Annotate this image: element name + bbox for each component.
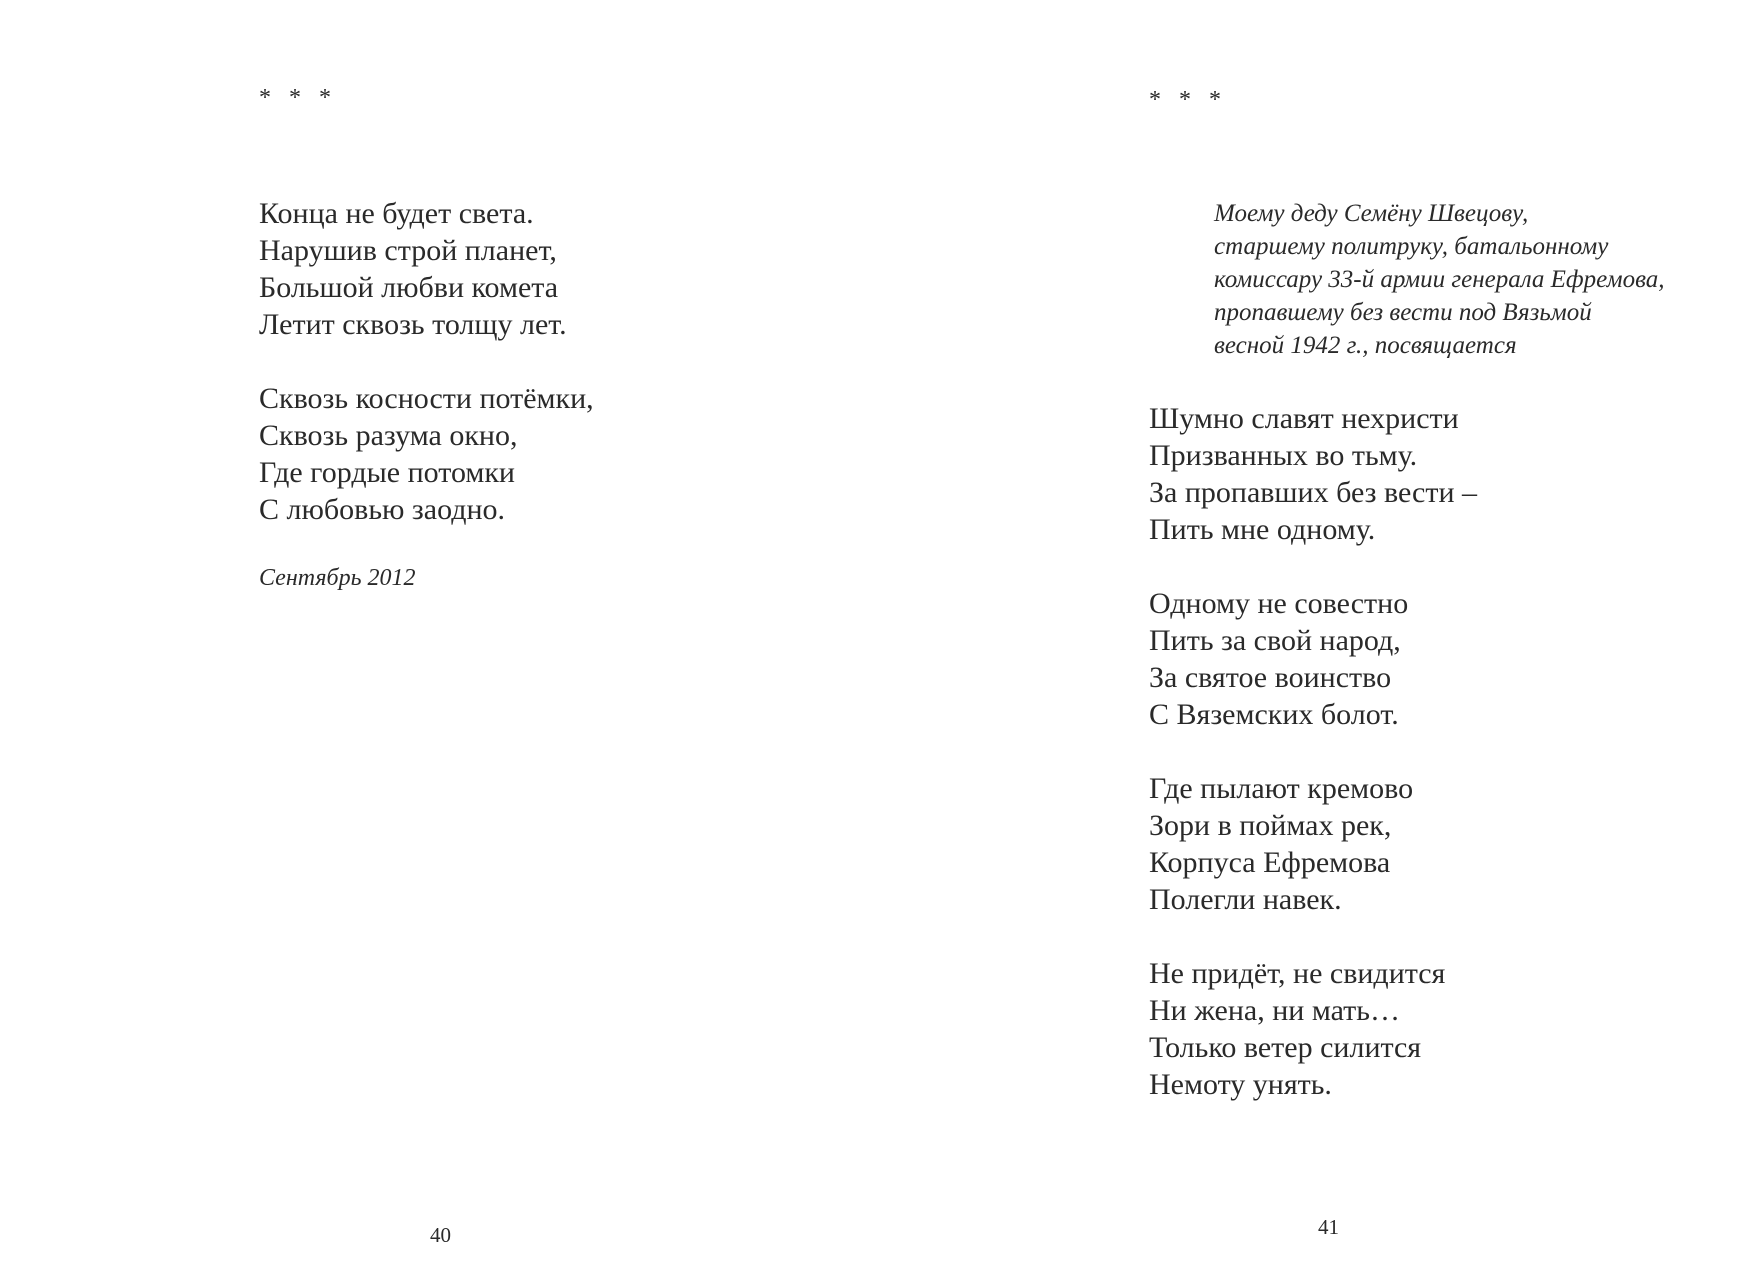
dedication — [1214, 197, 1665, 362]
dedication-line: Моему деду Семёну Швецову, — [1214, 200, 1529, 227]
dedication-line: весной 1942 г., посвящается — [1214, 332, 1517, 359]
poem-line: За пропавших без вести – — [1149, 476, 1478, 509]
poem-line: Пить за свой народ, — [1149, 624, 1401, 657]
dedication-line: старшему политруку, батальонному — [1214, 233, 1609, 260]
page-number: 40 — [430, 1223, 451, 1247]
poem-line: С любовью заодно. — [259, 493, 506, 526]
poem-line: Где гордые потомки — [259, 456, 515, 489]
stanza — [1149, 955, 1477, 1103]
poem-line: С Вяземских болот. — [1149, 698, 1399, 731]
stanza — [1149, 400, 1477, 548]
right-page — [880, 0, 1760, 1283]
poem-line: Пить мне одному. — [1149, 513, 1376, 546]
poem-line: Зори в поймах рек, — [1149, 809, 1392, 842]
dedication-line: комиссару 33-й армии генерала Ефремова, — [1214, 266, 1665, 293]
section-break-stars: * * * — [1149, 87, 1227, 113]
stanza — [259, 195, 594, 343]
poem-line: Нарушив строй планет, — [259, 234, 557, 267]
poem-line: Конца не будет света. — [259, 197, 534, 230]
poem-date: Сентябрь 2012 — [259, 565, 416, 591]
poem-line: Где пылают кремово — [1149, 772, 1414, 805]
stanza — [1149, 770, 1477, 918]
poem-line: Ни жена, ни мать… — [1149, 994, 1400, 1027]
poem-line: Шумно славят нехристи — [1149, 402, 1459, 435]
section-break-stars: * * * — [259, 85, 337, 111]
poem — [259, 195, 594, 528]
poem-line: Не придёт, не свидится — [1149, 957, 1446, 990]
poem-line: Призванных во тьму. — [1149, 439, 1418, 472]
poem-line: Большой любви комета — [259, 271, 559, 304]
page-number: 41 — [1318, 1215, 1339, 1239]
poem-line: Одному не совестно — [1149, 587, 1409, 620]
poem-line: За святое воинство — [1149, 661, 1392, 694]
poem-line: Корпуса Ефремова — [1149, 846, 1391, 879]
poem — [1149, 400, 1477, 1103]
stanza — [259, 380, 594, 528]
poem-line: Немоту унять. — [1149, 1068, 1332, 1101]
poem-line: Полегли навек. — [1149, 883, 1342, 916]
stanza — [1149, 585, 1477, 733]
poem-line: Сквозь разума окно, — [259, 419, 518, 452]
poem-line: Сквозь косности потёмки, — [259, 382, 594, 415]
dedication-line: пропавшему без вести под Вязьмой — [1214, 299, 1592, 326]
poem-line: Летит сквозь толщу лет. — [259, 308, 567, 341]
poem-line: Только ветер силится — [1149, 1031, 1422, 1064]
